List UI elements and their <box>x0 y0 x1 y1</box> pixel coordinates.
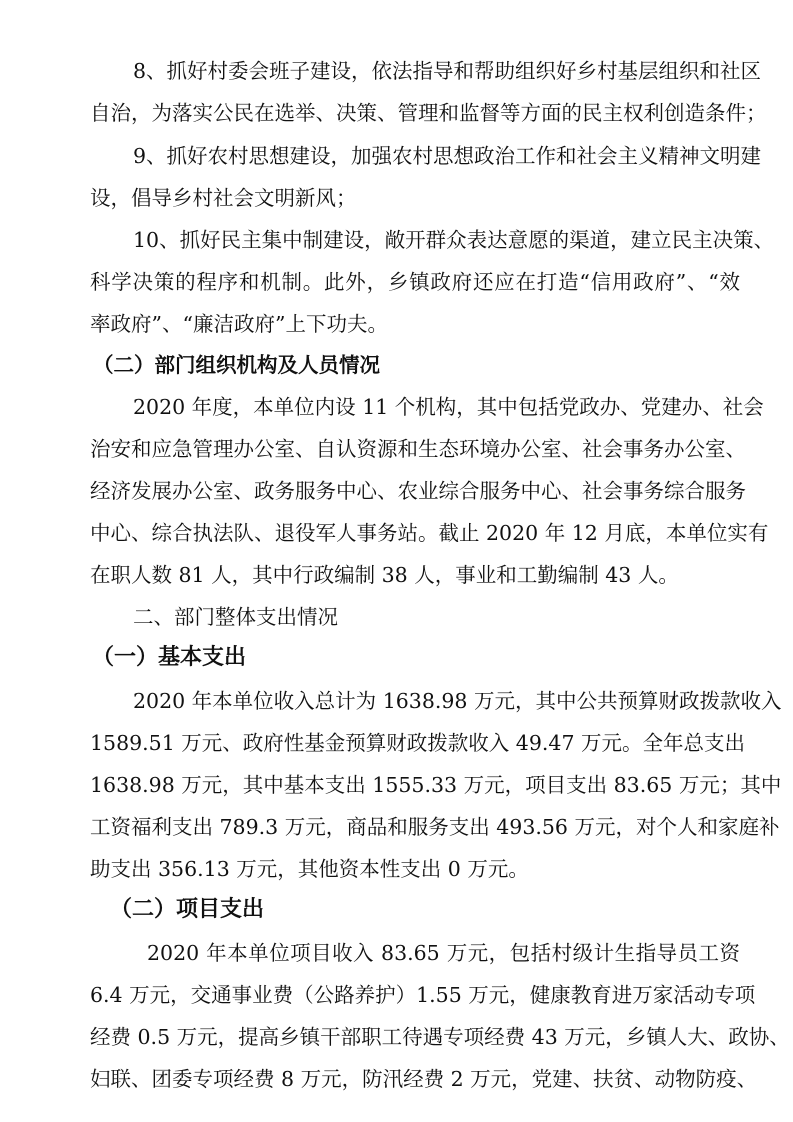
subsection-heading: （一）基本支出 <box>92 645 247 670</box>
paragraph-line: 率政府”、“廉洁政府”上下功夫。 <box>90 312 388 336</box>
paragraph-line: 经济发展办公室、政务服务中心、农业综合服务中心、社会事务综合服务 <box>90 479 746 503</box>
paragraph-line: 经费 0.5 万元，提高乡镇干部职工待遇专项经费 43 万元，乡镇人大、政协、 <box>90 1025 790 1049</box>
paragraph-line: 中心、综合执法队、退役军人事务站。截止 2020 年 12 月底，本单位实有 <box>90 521 769 545</box>
paragraph-line: 在职人数 81 人，其中行政编制 38 人，事业和工勤编制 43 人。 <box>90 563 679 587</box>
paragraph-line: 助支出 356.13 万元，其他资本性支出 0 万元。 <box>90 857 529 881</box>
paragraph-line: 科学决策的程序和机制。此外，乡镇政府还应在打造“信用政府”、“效 <box>90 270 740 294</box>
paragraph-line: 6.4 万元，交通事业费（公路养护）1.55 万元，健康教育进万家活动专项 <box>90 983 756 1007</box>
paragraph-line: 妇联、团委专项经费 8 万元，防汛经费 2 万元，党建、扶贫、动物防疫、 <box>90 1067 758 1091</box>
paragraph-line: 2020 年本单位收入总计为 1638.98 万元，其中公共预算财政拨款收入 <box>133 689 782 713</box>
paragraph-line: 10、抓好民主集中制建设，敞开群众表达意愿的渠道，建立民主决策、 <box>133 228 775 252</box>
paragraph-line: 工资福利支出 789.3 万元，商品和服务支出 493.56 万元，对个人和家庭补 <box>90 815 780 839</box>
paragraph-line: 8、抓好村委会班子建设，依法指导和帮助组织好乡村基层组织和社区 <box>133 59 762 83</box>
paragraph-line: 9、抓好农村思想建设，加强农村思想政治工作和社会主义精神文明建 <box>133 144 762 168</box>
paragraph-line: 2020 年本单位项目收入 83.65 万元，包括村级计生指导员工资 <box>147 941 740 965</box>
paragraph-line: 1638.98 万元，其中基本支出 1555.33 万元，项目支出 83.65 万元；其中 <box>90 773 782 797</box>
section-heading-plain: 二、部门整体支出情况 <box>133 605 338 629</box>
paragraph-line: 2020 年度，本单位内设 11 个机构，其中包括党政办、党建办、社会 <box>133 395 764 419</box>
paragraph-line: 设，倡导乡村社会文明新风； <box>90 186 357 210</box>
paragraph-line: 自治，为落实公民在选举、决策、管理和监督等方面的民主权利创造条件； <box>90 101 767 125</box>
section-heading: （二）部门组织机构及人员情况 <box>93 353 380 377</box>
subsection-heading: （二）项目支出 <box>110 897 265 922</box>
paragraph-line: 治安和应急管理办公室、自认资源和生态环境办公室、社会事务办公室、 <box>90 437 746 461</box>
paragraph-line: 1589.51 万元、政府性基金预算财政拨款收入 49.47 万元。全年总支出 <box>90 731 746 755</box>
